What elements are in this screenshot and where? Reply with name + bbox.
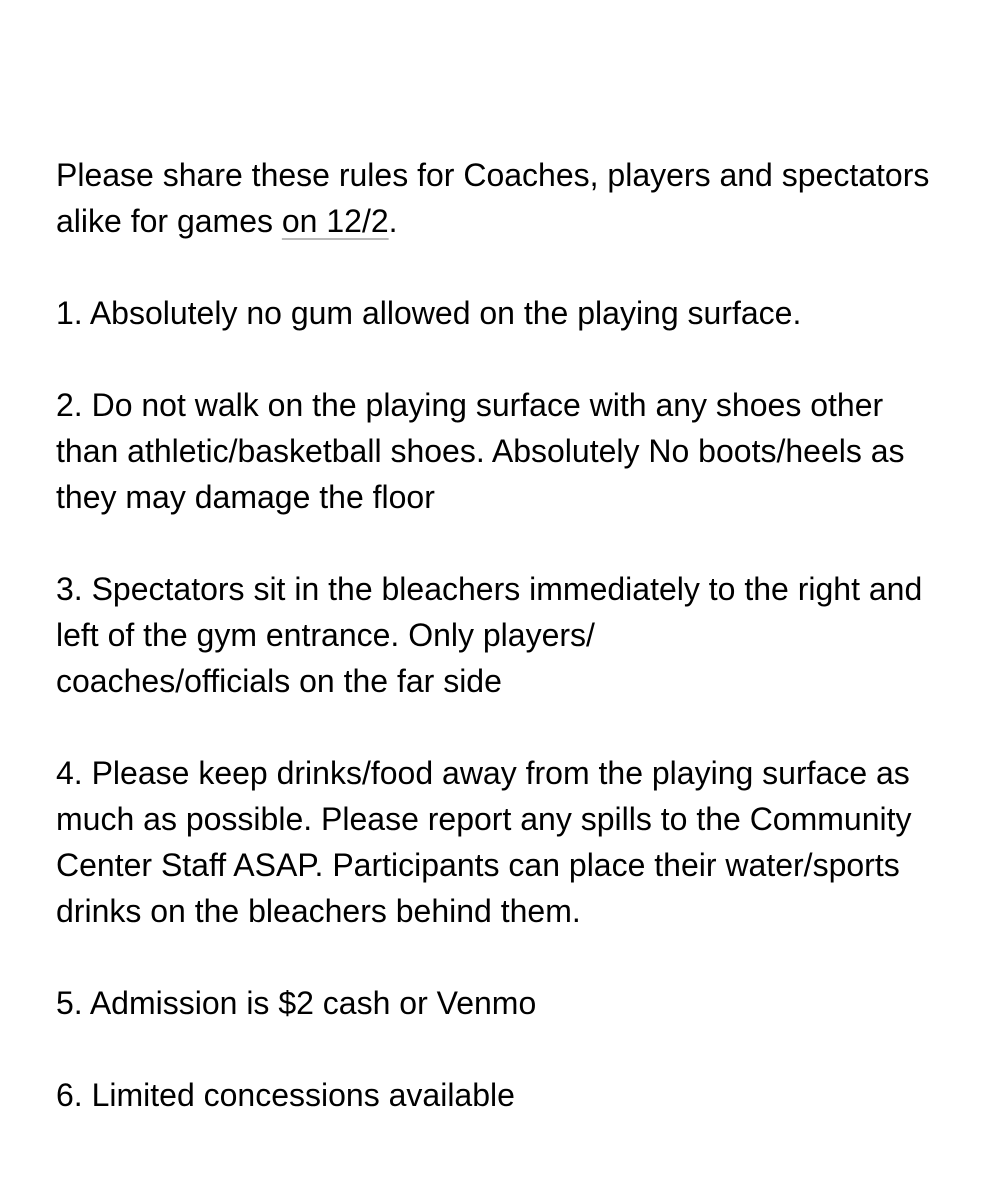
intro-text: Please share these rules for Coaches, players and spectators alike for games (56, 157, 939, 239)
rule-6: 6. Limited concessions available (56, 1077, 515, 1113)
intro-end: . (388, 203, 398, 239)
rule-4: 4. Please keep drinks/food away from the playing surface as much as possible. Please report any spills to the Community Center Staff ASAP. Participants can place their water/sports drinks on the bleachers behind them. (56, 755, 921, 929)
rule-2: 2. Do not walk on the playing surface with any shoes other than athletic/basketball shoes. Absolutely No boots/heels as they may damage the floor (56, 387, 914, 515)
rule-1: 1. Absolutely no gum allowed on the playing surface. (56, 295, 802, 331)
intro-paragraph (56, 152, 939, 244)
note-body[interactable] (56, 152, 939, 1164)
rule-5: 5. Admission is $2 cash or Venmo (56, 985, 537, 1021)
rule-3: 3. Spectators sit in the bleachers immediately to the right and left of the gym entrance. Only players/ coaches/officials on the far side (56, 571, 923, 699)
date-link[interactable]: on 12/2 (281, 203, 389, 239)
